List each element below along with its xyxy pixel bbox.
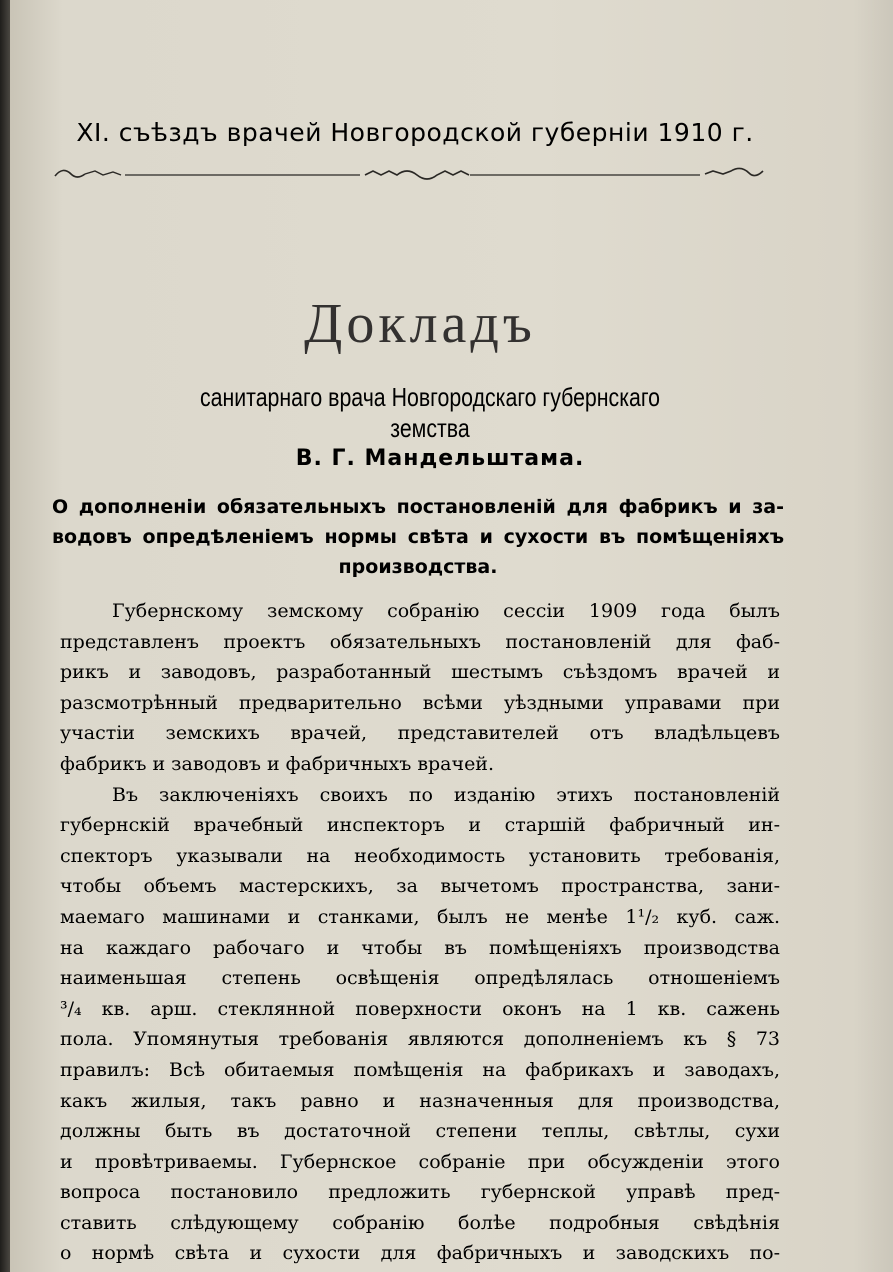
body-text	[60, 596, 780, 1269]
book-spine	[0, 0, 10, 1272]
text-line: правилъ: Всѣ обитаемыя помѣщенія на фабрикахъ и заводахъ,	[60, 1058, 780, 1081]
text-line: ставить слѣдующему собранію болѣе подробныя свѣдѣнія	[60, 1211, 780, 1234]
page-shadow	[853, 0, 893, 1272]
text-line: рикъ и заводовъ, разработанный шестымъ съѣздомъ врачей и	[60, 661, 780, 684]
text-line: Губернскому земскому собранію сессіи 1909 года былъ	[112, 600, 780, 622]
topic-heading	[52, 492, 784, 582]
text-line: должны быть въ достаточной степени теплы, свѣтлы, сухи	[60, 1120, 780, 1143]
ornament-divider-icon	[40, 160, 780, 188]
text-line: вопроса постановило предложить губернской управѣ пред-	[60, 1181, 780, 1204]
topic-line: производства.	[338, 556, 498, 578]
text-line: разсмотрѣнный предварительно всѣми уѣздными управами при	[60, 691, 780, 714]
author-name: В. Г. Мандельштама.	[295, 446, 585, 471]
text-line: маемаго машинами и станками, былъ не менѣе 1¹/₂ куб. саж.	[60, 905, 780, 928]
text-line: спекторъ указывали на необходимость установить требованія,	[60, 844, 780, 867]
running-header: XI. съѣздъ врачей Новгородской губерніи 1910 г.	[76, 118, 754, 147]
document-subtitle: санитарнаго врача Новгородскаго губернскаго земства	[199, 382, 661, 443]
text-line: о нормѣ свѣта и сухости для фабричныхъ и заводскихъ по-	[60, 1242, 780, 1265]
text-line: пола. Упомянутыя требованія являются дополненіемъ къ § 73	[60, 1028, 780, 1051]
text-line: ³/₄ кв. арш. стеклянной поверхности оконъ на 1 кв. сажень	[60, 997, 780, 1020]
text-line: представленъ проектъ обязательныхъ постановленій для фаб-	[60, 630, 780, 653]
topic-line: водовъ опредѣленіемъ нормы свѣта и сухости въ помѣщеніяхъ	[52, 526, 784, 548]
text-line: фабрикъ и заводовъ и фабричныхъ врачей.	[60, 752, 495, 775]
text-line: наименьшая степень освѣщенія опредѣлялась отношеніемъ	[60, 967, 780, 990]
text-line: Въ заключеніяхъ своихъ по изданію этихъ постановленій	[112, 783, 780, 806]
text-line: какъ жилыя, такъ равно и назначенныя для производства,	[60, 1089, 780, 1112]
text-line: губернскій врачебный инспекторъ и старшій фабричный ин-	[60, 814, 780, 837]
document-title: Докладъ	[304, 293, 536, 355]
text-line: и провѣтриваемы. Губернское собраніе при обсужденіи этого	[60, 1150, 780, 1173]
text-line: чтобы объемъ мастерскихъ, за вычетомъ пространства, зани-	[60, 875, 780, 898]
topic-line: О дополненіи обязательныхъ постановленій для фабрикъ и за-	[52, 496, 784, 518]
text-line: на каждаго рабочаго и чтобы въ помѣщеніяхъ производства	[60, 936, 780, 959]
text-line: участіи земскихъ врачей, представителей отъ владѣльцевъ	[60, 722, 780, 745]
